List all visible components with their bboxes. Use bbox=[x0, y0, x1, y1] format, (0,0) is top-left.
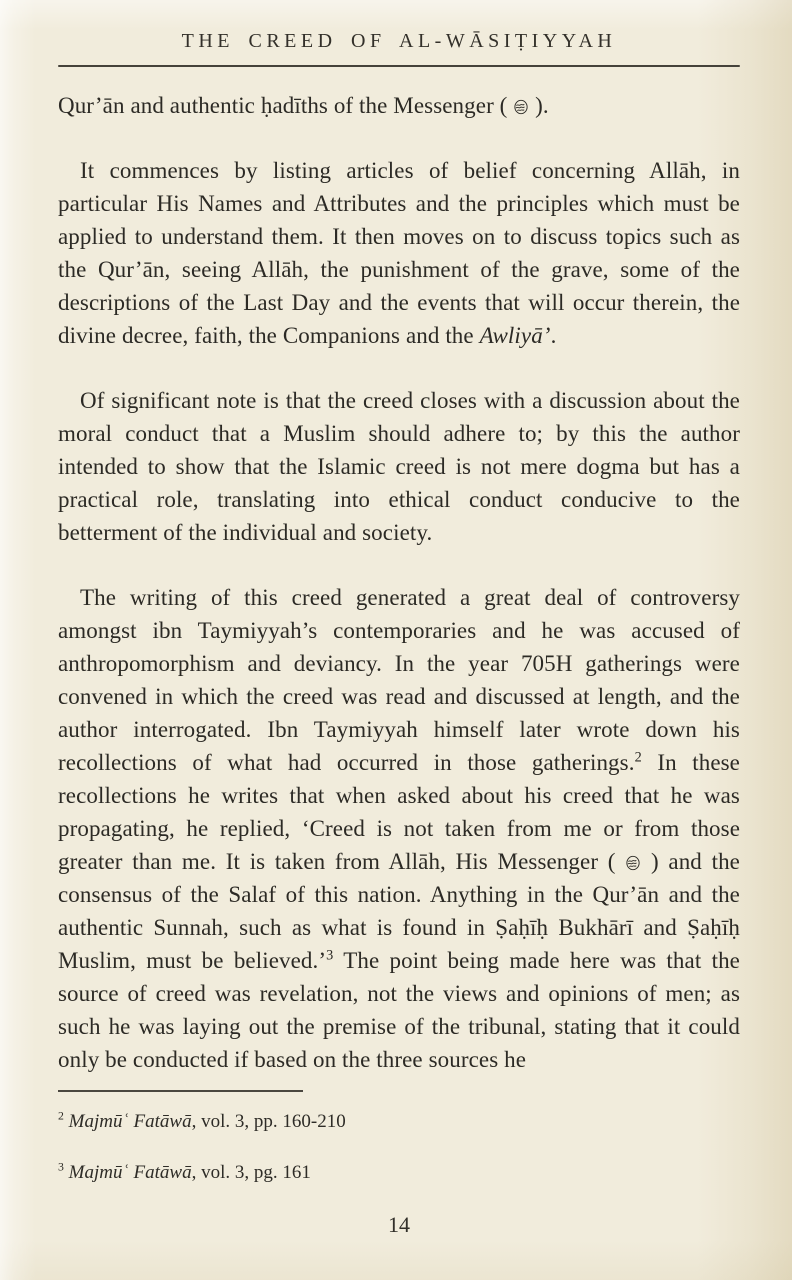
page-header-title: THE CREED OF AL-WĀSIṬIYYAH bbox=[181, 30, 617, 52]
prophet-honorific-icon bbox=[616, 849, 651, 874]
footnote-marker: 2 bbox=[58, 1109, 64, 1123]
footnotes bbox=[58, 1110, 740, 1185]
footnote: $^3$ Majmūʿ Fatāwā, vol. 3, pg. 161 bbox=[58, 1160, 311, 1183]
footnote: $^2$ Majmūʿ Fatāwā, vol. 3, pp. 160-210 bbox=[58, 1109, 346, 1132]
paragraph: Qur’ān and authentic ḥadīths of the Messenger ( ). bbox=[58, 93, 549, 118]
page-number: 14 bbox=[388, 1212, 410, 1237]
body-text bbox=[58, 89, 740, 1076]
footnote-marker: 3 bbox=[58, 1160, 64, 1174]
paragraph: It commences by listing articles of belief concerning Allāh, in particular His Names and Attributes and the principles which must be applied to understand them. It then moves on to discuss topics such as the Qur’ān, seeing Allāh, the punishment of the grave, some of the descriptions of the Last Day and the events that will occur therein, the divine decree, faith, the Companions and the Awliyā’. bbox=[58, 158, 740, 348]
paragraph: The writing of this creed generated a great deal of controversy amongst ibn Taymiyyah’s contemporaries and he was accused of anthropomorphism and deviancy. In the year 705H gatherings were convened in which the creed was read and discussed at length, and the author interrogated. Ibn Taymiyyah himself later wrote down his recollections of what had occurred in those gatherings.$^2$ In these recollections he writes that when asked about his creed that he was propagating, he replied, ‘Creed is not taken from me or from those greater than me. It is taken from Allāh, His Messenger ( ) and the consensus of the Salaf of this nation. Anything in the Qur’ān and the authentic Sunnah, such as what is found in Ṣaḥīḥ Bukhārī and Ṣaḥīḥ Muslim, must be believed.’$^3$ The point being made here was that the source of creed was revelation, not the views and opinions of men; as such he was laying out the premise of the tribunal, stating that it could only be conducted if based on the three sources he bbox=[58, 585, 740, 1072]
italic-text: Awliyā’ bbox=[479, 323, 551, 348]
italic-text: Majmūʿ Fatāwā bbox=[68, 1111, 192, 1132]
footnote-reference: 2 bbox=[634, 749, 642, 766]
paragraph: Of significant note is that the creed closes with a discussion about the moral conduct that a Muslim should adhere to; by this the author intended to show that the Islamic creed is not mere dogma but has a practical role, translating into ethical conduct conducive to the betterment of the individual and society. bbox=[58, 388, 740, 545]
header-rule bbox=[58, 65, 740, 67]
italic-text: Majmūʿ Fatāwā bbox=[68, 1162, 192, 1183]
prophet-honorific-icon bbox=[507, 93, 535, 118]
running-head bbox=[58, 28, 740, 54]
footnote-reference: 3 bbox=[326, 947, 334, 964]
footnote-rule bbox=[58, 1090, 303, 1092]
